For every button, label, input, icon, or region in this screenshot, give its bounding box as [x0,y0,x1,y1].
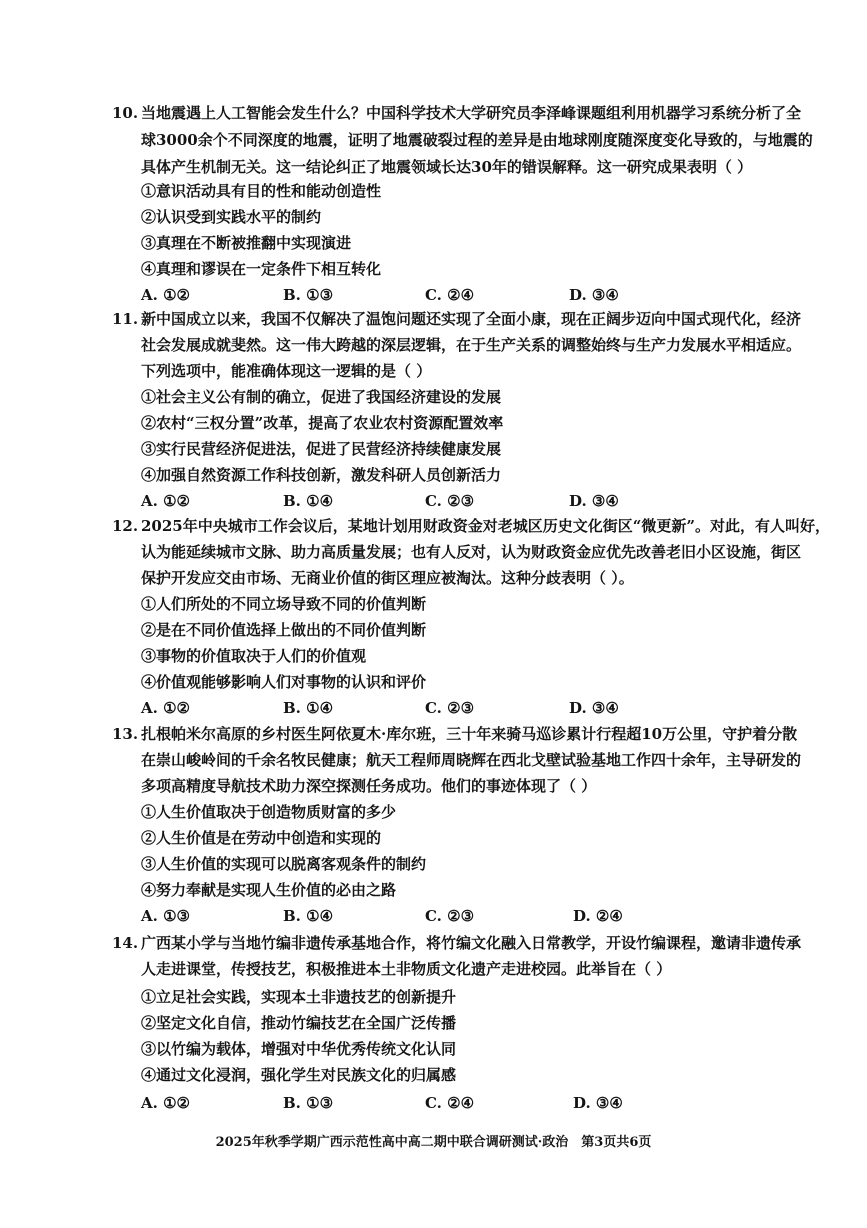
option-b[interactable]: B. ①④ [283,907,334,925]
option-d[interactable]: D. ③④ [569,699,619,717]
statement-item: ②是在不同价值选择上做出的不同价值判断 [141,621,427,639]
option-c[interactable]: C. ②③ [425,907,475,925]
option-c[interactable]: C. ②③ [425,492,475,510]
option-d[interactable]: D. ③④ [569,492,619,510]
statement-item: ④加强自然资源工作科技创新，激发科研人员创新活力 [141,466,502,484]
option-b[interactable]: B. ①④ [283,492,334,510]
option-a[interactable]: A. ①② [141,699,190,717]
statement-item: ①立足社会实践，实现本土非遗技艺的创新提升 [141,988,457,1006]
option-b[interactable]: B. ①③ [283,286,334,304]
statement-item: ④真理和谬误在一定条件下相互转化 [141,260,382,278]
statement-item: ③真理在不断被推翻中实现演进 [141,234,352,252]
option-c[interactable]: C. ②④ [425,1094,475,1112]
statement-item: ③实行民营经济促进法，促进了民营经济持续健康发展 [141,440,502,458]
question-stem-line: 保护开发应交由市场、无商业价值的街区理应被淘汰。这种分歧表明（ ）。 [141,569,634,587]
option-c[interactable]: C. ②④ [425,286,475,304]
option-a[interactable]: A. ①② [141,286,190,304]
statement-item: ①社会主义公有制的确立，促进了我国经济建设的发展 [141,388,502,406]
question-stem-line: 扎根帕米尔高原的乡村医生阿依夏木·库尔班，三十年来骑马巡诊累计行程超10万公里，守护着分散 [141,725,798,743]
question-stem-line: 认为能延续城市文脉、助力高质量发展；也有人反对，认为财政资金应优先改善老旧小区设施，街区 [141,543,802,561]
option-b[interactable]: B. ①④ [283,699,334,717]
statement-item: ③人生价值的实现可以脱离客观条件的制约 [141,855,427,873]
statement-item: ①意识活动具有目的性和能动创造性 [141,182,382,200]
statement-item: ②人生价值是在劳动中创造和实现的 [141,829,382,847]
option-a[interactable]: A. ①② [141,1094,190,1112]
statement-item: ②坚定文化自信，推动竹编技艺在全国广泛传播 [141,1014,457,1032]
statement-item: ④通过文化浸润，强化学生对民族文化的归属感 [141,1066,457,1084]
question-stem-line: 具体产生机制无关。这一结论纠正了地震领域长达30年的错误解释。这一研究成果表明（ ） [141,158,753,176]
question-stem-line: 下列选项中，能准确体现这一逻辑的是（ ） [141,362,432,380]
option-c[interactable]: C. ②③ [425,699,475,717]
option-d[interactable]: D. ③④ [573,1094,623,1112]
question-number: 11. [112,310,139,328]
statement-item: ④努力奉献是实现人生价值的必由之路 [141,881,397,899]
statement-item: ④价值观能够影响人们对事物的认识和评价 [141,673,427,691]
statement-item: ①人们所处的不同立场导致不同的价值判断 [141,595,427,613]
option-d[interactable]: D. ③④ [569,286,619,304]
question-stem-line: 社会发展成就斐然。这一伟大跨越的深层逻辑，在于生产关系的调整始终与生产力发展水平相适应。 [141,336,802,354]
option-a[interactable]: A. ①② [141,492,190,510]
question-number: 13. [112,725,139,743]
question-number: 10. [112,104,139,122]
question-stem-line: 球3000余个不同深度的地震，证明了地震破裂过程的差异是由地球刚度随深度变化导致的，与地震的 [141,131,813,149]
option-b[interactable]: B. ①③ [283,1094,334,1112]
page-footer: 2025年秋季学期广西示范性高中高二期中联合调研测试·政治 第3页共6页 [215,1135,652,1150]
statement-item: ②农村“三权分置”改革，提高了农业农村资源配置效率 [141,414,504,432]
question-stem-line: 人走进课堂，传授技艺，积极推进本土非物质文化遗产走进校园。此举旨在（ ） [141,960,672,978]
question-stem-line: 当地震遇上人工智能会发生什么？中国科学技术大学研究员李泽峰课题组利用机器学习系统分析了全 [141,104,802,122]
question-stem-line: 广西某小学与当地竹编非遗传承基地合作，将竹编文化融入日常教学，开设竹编课程，邀请非遗传承 [141,934,802,952]
statement-item: ①人生价值取决于创造物质财富的多少 [141,803,397,821]
option-d[interactable]: D. ②④ [573,907,623,925]
question-stem-line: 多项高精度导航技术助力深空探测任务成功。他们的事迹体现了（ ） [141,777,597,795]
question-number: 14. [112,934,139,952]
statement-item: ②认识受到实践水平的制约 [141,208,322,226]
question-stem-line: 新中国成立以来，我国不仅解决了温饱问题还实现了全面小康，现在正阔步迈向中国式现代化，经济 [141,310,802,328]
option-a[interactable]: A. ①③ [141,907,190,925]
statement-item: ③事物的价值取决于人们的价值观 [141,647,367,665]
question-stem-line: 2025年中央城市工作会议后，某地计划用财政资金对老城区历史文化街区“微更新”。对此，有人叫好， [141,517,831,535]
statement-item: ③以竹编为载体，增强对中华优秀传统文化认同 [141,1040,457,1058]
question-number: 12. [112,517,139,535]
question-stem-line: 在崇山峻岭间的千余名牧民健康；航天工程师周晓辉在西北戈壁试验基地工作四十余年，主导研发的 [141,751,802,769]
